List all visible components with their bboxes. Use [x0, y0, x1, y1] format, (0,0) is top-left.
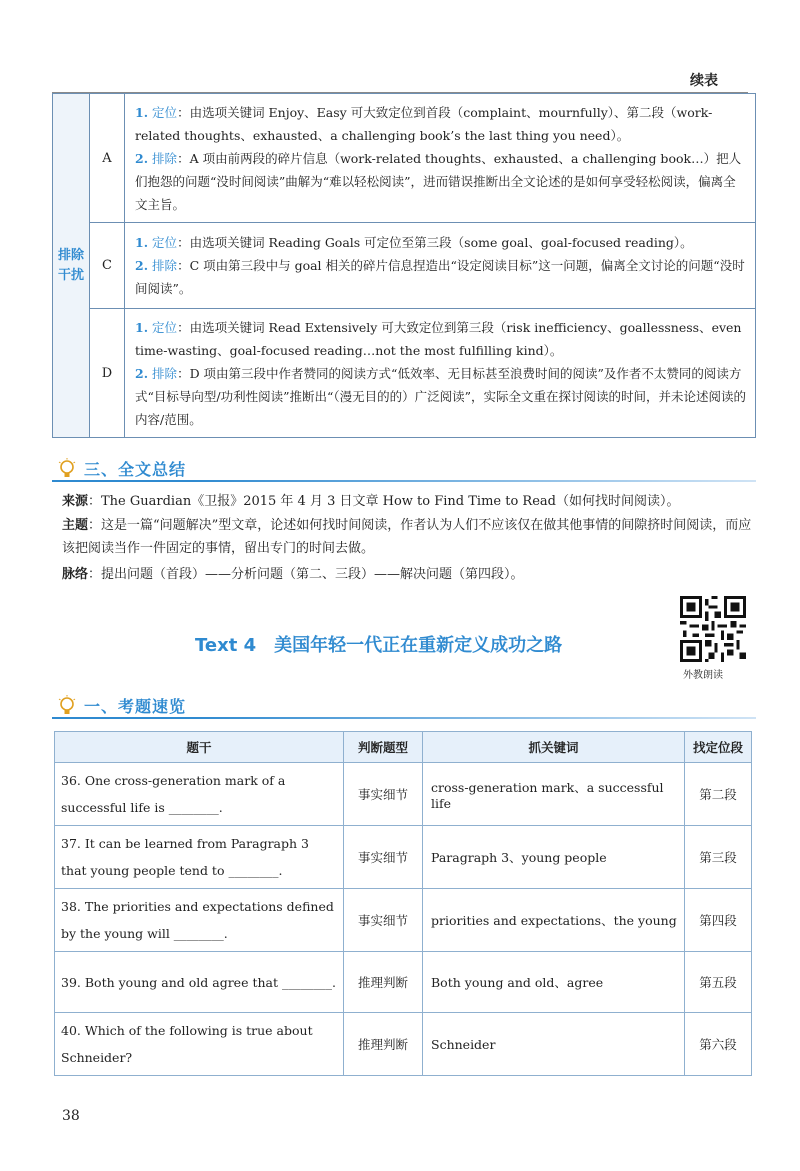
question-type: 事实细节 [344, 889, 423, 952]
step-text: ：由选项关键词 Read Extensively 可大致定位到第三段（risk inefficiency、goallessness、even time-wasting、goal-focused reading…not the most fulfilling kind）。 [135, 319, 742, 358]
step-keyword: 定位 [152, 235, 178, 250]
step-keyword: 排除 [152, 258, 178, 273]
step-number: 1. [135, 104, 149, 120]
question-stem: 39. Both young and old agree that ________. [55, 952, 344, 1013]
text4-title: 美国年轻一代正在重新定义成功之路 [274, 635, 563, 656]
table-row [55, 826, 752, 889]
step-number: 2. [135, 150, 149, 166]
column-header-keywords: 抓关键词 [423, 732, 685, 763]
step-text: ：由选项关键词 Enjoy、Easy 可大致定位到首段（complaint、mournfully）、第二段（work-related thoughts、exhausted、a challenging book’s the last thing you need）。 [135, 104, 713, 143]
step-keyword: 定位 [152, 319, 178, 335]
question-keywords: Paragraph 3、young people [423, 826, 685, 889]
distractor-table [52, 93, 756, 438]
distractor-row-c [53, 223, 756, 309]
section-rule [52, 717, 756, 719]
table-row [55, 889, 752, 952]
step-number: 1. [135, 319, 149, 335]
distractor-row-d [53, 309, 756, 438]
step-text: ：D 项由第三段中作者赞同的阅读方式“低效率、无目标甚至浪费时间的阅读”及作者不太赞同的阅读方式“目标导向型/功利性阅读”推断出“（漫无目的的）广泛阅读”，实际全文重在探讨阅读的时间，并未论述阅读的内容/范围。 [135, 365, 747, 427]
column-header-stem: 题干 [55, 732, 344, 763]
qr-caption: 外教朗读 [683, 670, 723, 681]
step-keyword: 排除 [152, 365, 178, 381]
step-text: ：A 项由前两段的碎片信息（work-related thoughts、exhausted、a challenging book…）把人们抱怨的问题“没时间阅读”曲解为“难以轻松阅读”，进而错误推断出全文论述的是如何享受轻松阅读，偏离全文主旨。 [135, 150, 742, 212]
analysis-step [135, 316, 747, 362]
question-keywords: Schneider [423, 1013, 685, 1076]
theme-text: ：这是一篇“问题解决”型文章，论述如何找时间阅读，作者认为人们不应该仅在做其他事情的间隙挤时间阅读，而应该把阅读当作一件固定的事情，留出专门的时间去做。 [62, 518, 752, 556]
question-keywords: cross-generation mark、a successful life [423, 763, 685, 826]
question-stem: 37. It can be learned from Paragraph 3 that young people tend to ________. [55, 826, 344, 889]
section-rule [52, 480, 756, 482]
analysis-step [135, 231, 747, 254]
table-row [55, 763, 752, 826]
text4-heading [195, 631, 562, 657]
table-header-row [55, 732, 752, 763]
option-analysis [125, 94, 756, 223]
option-analysis [125, 223, 756, 309]
quick-section-header [52, 693, 756, 719]
column-header-type: 判断题型 [344, 732, 423, 763]
step-text: ：C 项由第三段中与 goal 相关的碎片信息捏造出“设定阅读目标”这一问题，偏离全文讨论的问题“没时间阅读”。 [135, 258, 745, 296]
question-type: 推理判断 [344, 1013, 423, 1076]
structure-paragraph [62, 563, 752, 586]
section-title: 三、全文总结 [84, 460, 187, 479]
step-number: 1. [135, 235, 149, 250]
column-header-location: 找定位段 [685, 732, 752, 763]
table-row [55, 1013, 752, 1076]
step-number: 2. [135, 365, 149, 381]
option-analysis [125, 309, 756, 438]
quick-preview-table [54, 731, 752, 1076]
distractor-row-a [53, 94, 756, 223]
step-keyword: 排除 [152, 150, 178, 166]
option-letter: C [90, 223, 125, 309]
source-text: ：The Guardian《卫报》2015 年 4 月 3 日文章 How to Find Time to Read（如何找时间阅读）。 [88, 494, 680, 509]
option-letter: A [90, 94, 125, 223]
question-type: 事实细节 [344, 763, 423, 826]
step-number: 2. [135, 258, 149, 273]
analysis-step [135, 362, 747, 431]
analysis-step [135, 101, 747, 147]
source-paragraph [62, 490, 752, 513]
section-title: 一、考题速览 [84, 697, 187, 716]
question-stem: 36. One cross-generation mark of a successful life is ________. [55, 763, 344, 826]
group-label-line1: 排除 [57, 247, 84, 263]
lightbulb-icon [58, 458, 76, 480]
analysis-step [135, 147, 747, 216]
question-location: 第五段 [685, 952, 752, 1013]
summary-section-header [52, 456, 756, 482]
question-location: 第三段 [685, 826, 752, 889]
lightbulb-icon [58, 695, 76, 717]
step-keyword: 定位 [152, 104, 178, 120]
qr-code-icon[interactable] [680, 596, 746, 662]
question-keywords: Both young and old、agree [423, 952, 685, 1013]
question-keywords: priorities and expectations、the young [423, 889, 685, 952]
source-label: 来源 [62, 494, 89, 509]
question-type: 事实细节 [344, 826, 423, 889]
continued-table-label: 续表 [690, 73, 718, 89]
theme-paragraph [62, 514, 752, 560]
step-text: ：由选项关键词 Reading Goals 可定位至第三段（some goal、goal-focused reading）。 [177, 235, 693, 250]
distractor-group-label [53, 94, 90, 438]
option-letter: D [90, 309, 125, 438]
text4-label: Text 4 [195, 635, 257, 656]
structure-label: 脉络 [62, 567, 89, 582]
question-location: 第二段 [685, 763, 752, 826]
table-row [55, 952, 752, 1013]
question-location: 第六段 [685, 1013, 752, 1076]
question-stem: 40. Which of the following is true about Schneider? [55, 1013, 344, 1076]
question-stem: 38. The priorities and expectations defined by the young will ________. [55, 889, 344, 952]
group-label-line2: 干扰 [57, 267, 84, 283]
theme-label: 主题 [62, 518, 89, 533]
page-number: 38 [62, 1108, 80, 1124]
structure-text: ：提出问题（首段）——分析问题（第二、三段）——解决问题（第四段）。 [88, 567, 524, 582]
question-type: 推理判断 [344, 952, 423, 1013]
analysis-step [135, 254, 747, 300]
question-location: 第四段 [685, 889, 752, 952]
